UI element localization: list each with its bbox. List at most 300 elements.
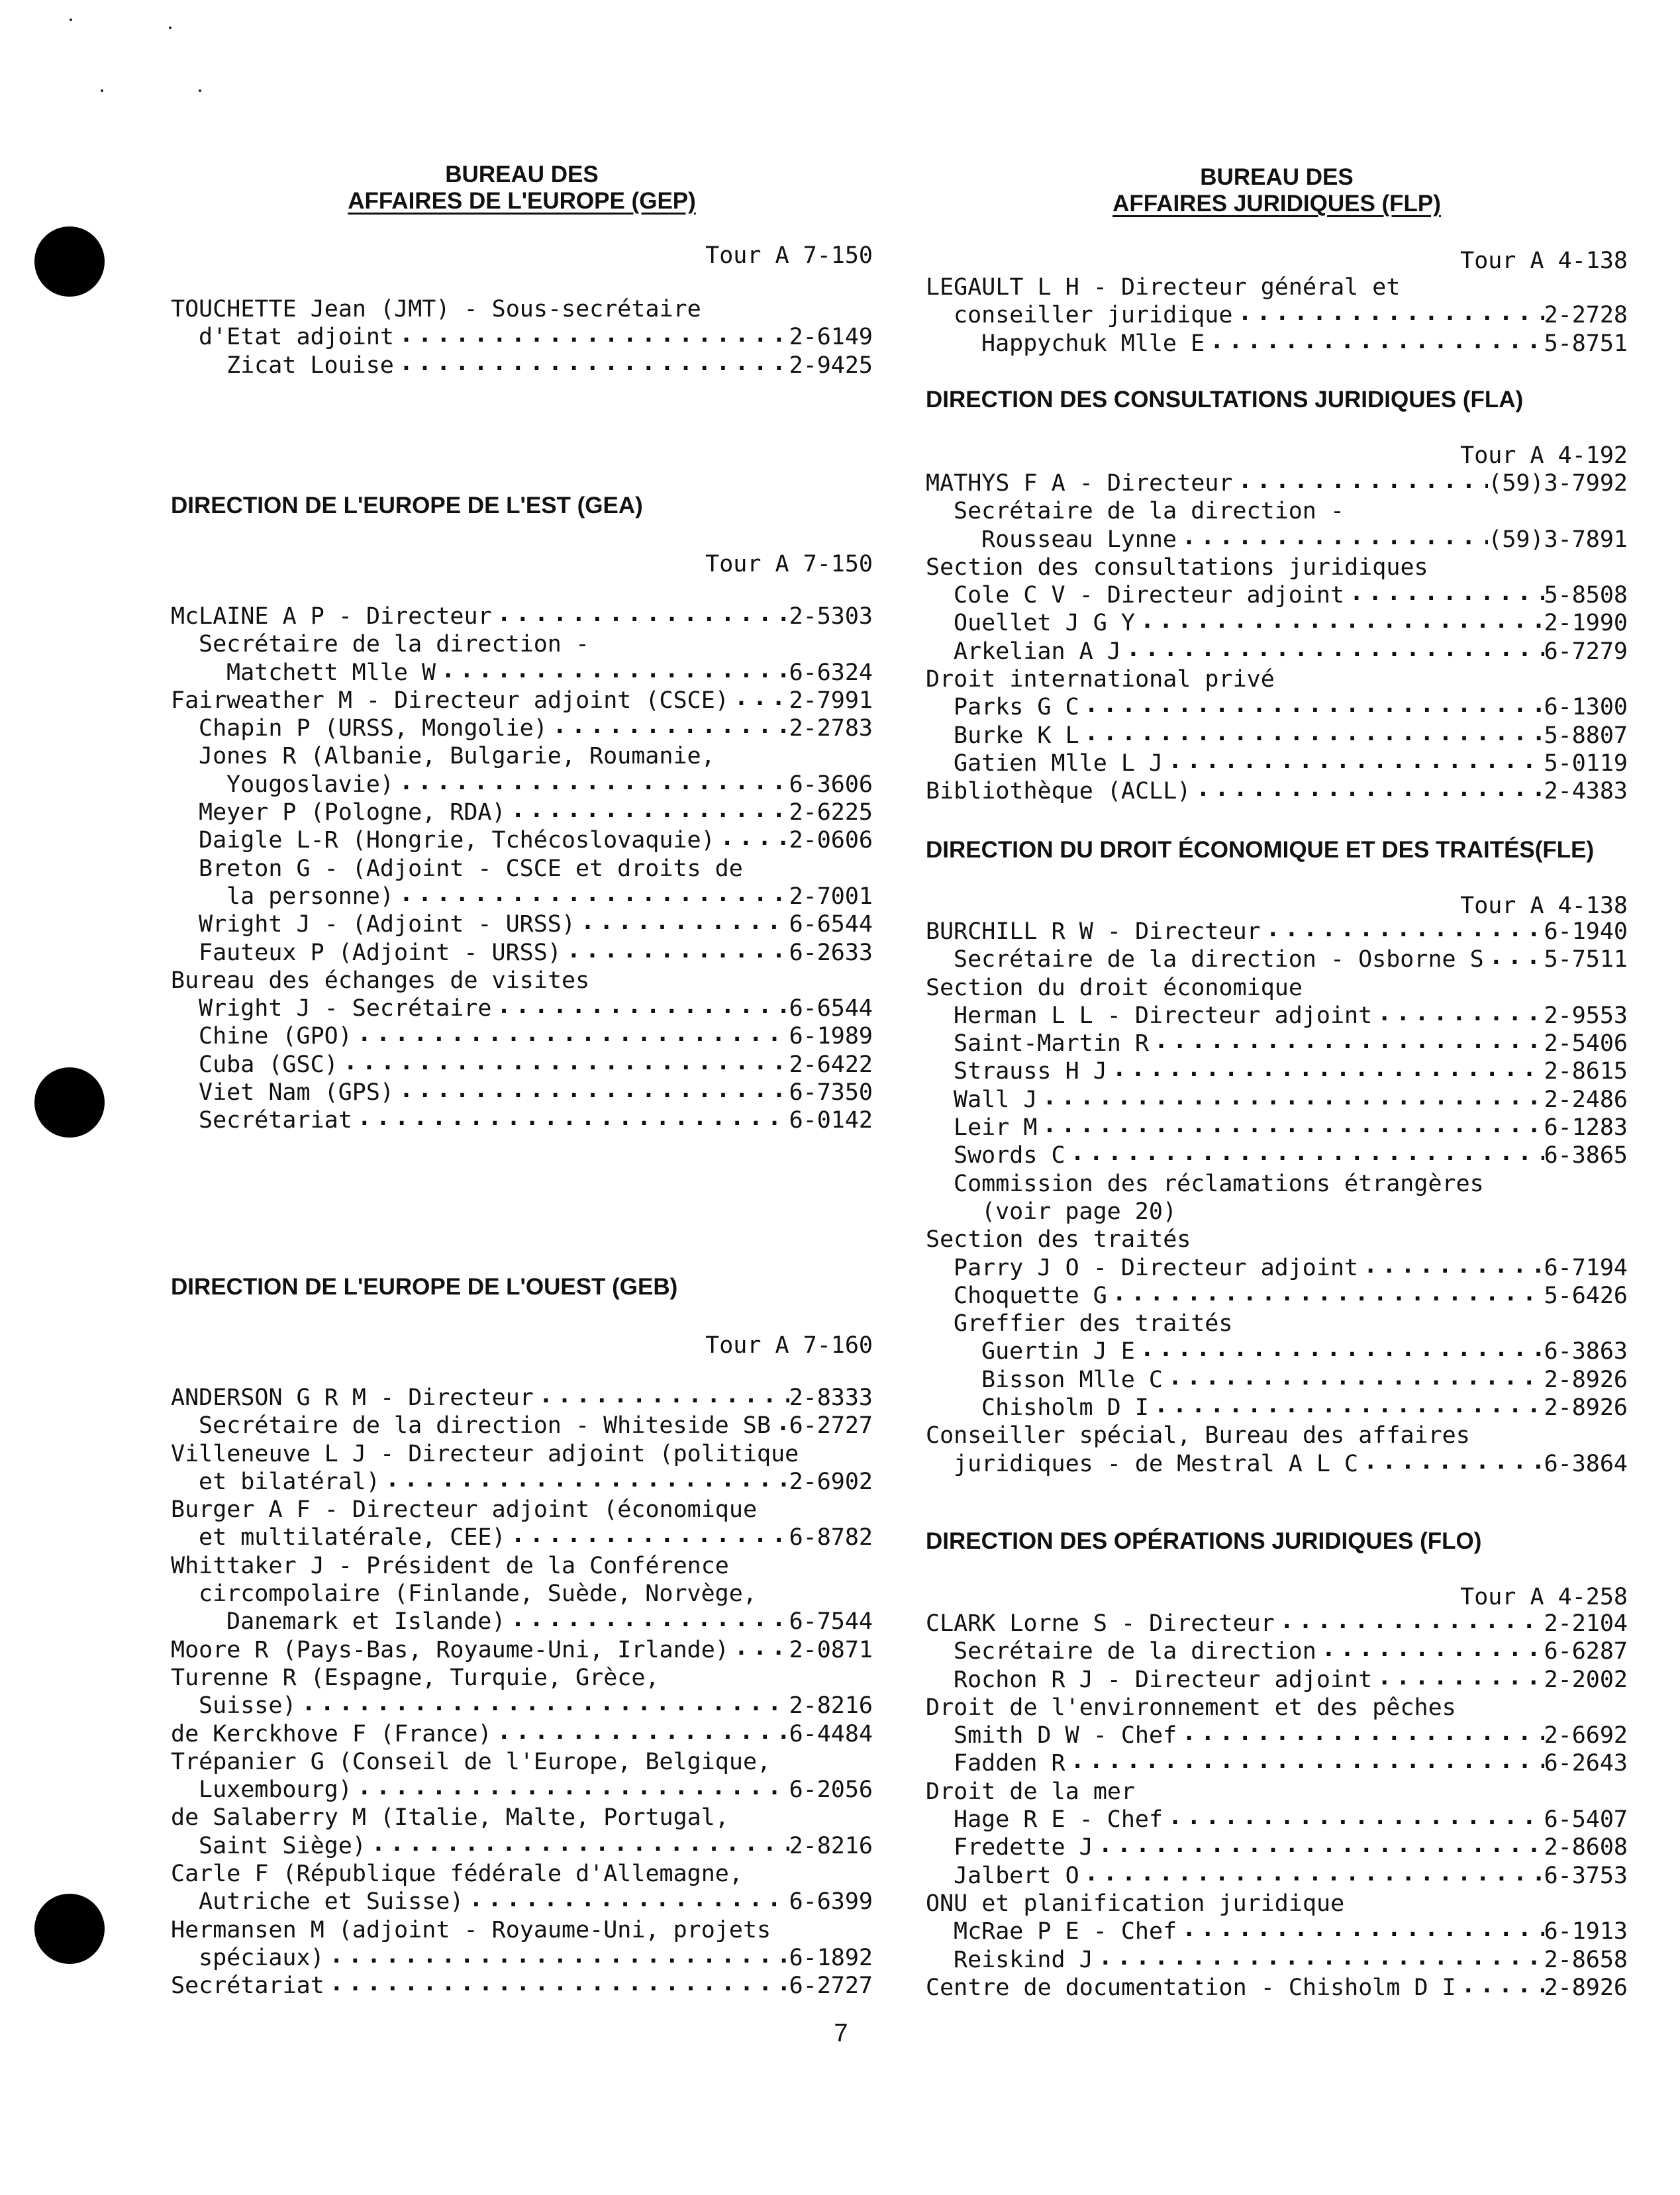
entry-name: Yougoslavie) [226, 771, 394, 798]
dot-leader [1121, 638, 1544, 665]
directory-entry [926, 1142, 1628, 1169]
entry-name: Rousseau Lynne [981, 526, 1177, 553]
binder-hole [34, 226, 105, 297]
phone-extension: 2-7991 [789, 687, 873, 714]
phone-extension: 6-1892 [789, 1944, 873, 1971]
dot-leader [1163, 1806, 1544, 1833]
entry-name: conseiller juridique [954, 302, 1233, 329]
entry-name: Carle F (République fédérale d'Allemagne, [171, 1861, 743, 1888]
dot-leader [1135, 1338, 1544, 1365]
phone-extension: 2-4383 [1544, 778, 1628, 805]
phone-extension: 6-2056 [789, 1777, 873, 1804]
section-title: DIRECTION DE L'EUROPE DE L'OUEST (GEB) [171, 1274, 678, 1300]
directory-entry [171, 659, 873, 687]
dot-leader [352, 1106, 789, 1134]
dot-leader [1135, 609, 1544, 637]
directory-entry [171, 995, 873, 1022]
phone-extension: 2-2486 [1544, 1086, 1628, 1113]
entry-list [926, 1610, 1628, 2002]
directory-entry [171, 1106, 873, 1134]
phone-extension: 6-6324 [789, 659, 873, 686]
entry-name: Parry J O - Directeur adjoint [954, 1254, 1359, 1281]
dot-leader [771, 1412, 789, 1439]
phone-extension: 6-7350 [789, 1079, 873, 1106]
entry-name: Cole C V - Directeur adjoint [954, 582, 1345, 609]
phone-extension: 2-5303 [789, 603, 873, 630]
directory-entry [926, 1338, 1628, 1365]
dot-leader [352, 1776, 789, 1804]
directory-entry [171, 1748, 873, 1776]
directory-entry [926, 1974, 1628, 2002]
phone-extension: 6-2727 [789, 1973, 873, 2000]
dot-leader [1093, 1833, 1544, 1861]
dot-leader [366, 1832, 789, 1860]
directory-entry [171, 1496, 873, 1524]
phone-extension: 2-2728 [1544, 302, 1628, 329]
directory-entry [171, 630, 873, 658]
dot-leader [1163, 1366, 1544, 1394]
directory-entry [171, 826, 873, 854]
location: Tour A 4-192 [1460, 442, 1628, 469]
phone-extension: 6-1283 [1544, 1114, 1628, 1142]
entry-name: Secrétariat [171, 1973, 324, 2000]
dot-leader [324, 1972, 789, 2000]
entry-name: McLAINE A P - Directeur [171, 603, 492, 630]
directory-entry [171, 1412, 873, 1439]
entry-list [171, 295, 873, 379]
entry-name: Choquette G [954, 1282, 1107, 1309]
binder-hole [34, 1894, 105, 1964]
dot-leader [492, 995, 789, 1022]
directory-entry [926, 301, 1628, 329]
dot-leader [492, 1720, 789, 1748]
heading-line-1: BUREAU DES [445, 162, 599, 187]
directory-entry [926, 1170, 1628, 1198]
phone-extension: 6-6287 [1544, 1638, 1628, 1665]
entry-name: Burger A F - Directeur adjoint (économique [171, 1496, 758, 1524]
entry-name: ONU et planification juridique [926, 1890, 1345, 1917]
entry-name: Arkelian A J [954, 638, 1121, 665]
directory-entry [926, 1749, 1628, 1777]
phone-extension: 2-1990 [1544, 610, 1628, 637]
directory-entry [171, 1720, 873, 1748]
directory-entry [926, 777, 1628, 805]
directory-entry [926, 609, 1628, 637]
entry-name: de Kerckhove F (France) [171, 1720, 492, 1747]
phone-extension: 6-7279 [1544, 638, 1628, 665]
phone-extension: 2-9553 [1544, 1002, 1628, 1029]
entry-name: Jones R (Albanie, Bulgarie, Roumanie, [199, 743, 715, 770]
directory-entry [171, 323, 873, 351]
dot-leader [464, 1888, 789, 1916]
entry-name: Secrétaire de la direction - Osborne S [954, 946, 1484, 973]
dot-leader [1191, 777, 1544, 805]
phone-extension: 6-3753 [1544, 1862, 1628, 1889]
directory-entry [926, 1422, 1628, 1449]
location: Tour A 4-138 [1460, 248, 1628, 274]
phone-extension: 2-8615 [1544, 1058, 1628, 1085]
phone-extension: 6-1913 [1544, 1918, 1628, 1945]
entry-name: Bibliothèque (ACLL) [926, 778, 1191, 805]
entry-name: Viet Nam (GPS) [199, 1079, 395, 1106]
section-title: DIRECTION DES CONSULTATIONS JURIDIQUES (FLA) [926, 387, 1524, 413]
directory-entry [171, 687, 873, 714]
directory-entry [926, 1030, 1628, 1057]
directory-entry [926, 693, 1628, 721]
heading-line-2: AFFAIRES JURIDIQUES (FLP) [1112, 191, 1441, 217]
scan-speck [169, 26, 172, 29]
phone-extension: 5-8508 [1544, 582, 1628, 609]
location: Tour A 7-150 [705, 551, 873, 577]
entry-name: Chisholm D I [981, 1394, 1149, 1422]
phone-extension: 2-6149 [789, 324, 873, 351]
directory-entry [926, 974, 1628, 1002]
phone-extension: 2-8216 [789, 1832, 873, 1859]
directory-entry [926, 1890, 1628, 1918]
directory-entry [926, 1918, 1628, 1945]
dot-leader [1372, 1002, 1544, 1030]
directory-entry [171, 1804, 873, 1831]
dot-leader [1344, 581, 1544, 609]
directory-entry [171, 1079, 873, 1106]
dot-leader [1079, 1862, 1544, 1890]
dot-leader [505, 1608, 789, 1635]
entry-name: Section des traités [926, 1226, 1191, 1253]
phone-extension: 2-0606 [789, 827, 873, 854]
phone-extension: 2-6422 [789, 1051, 873, 1078]
directory-entry [926, 1282, 1628, 1310]
directory-entry [926, 581, 1628, 609]
dot-leader [1107, 1282, 1544, 1310]
dot-leader [1177, 1918, 1544, 1945]
entry-name: Ouellet J G Y [954, 610, 1135, 637]
directory-entry [926, 722, 1628, 750]
entry-name: Moore R (Pays-Bas, Royaume-Uni, Irlande) [171, 1636, 729, 1663]
dot-leader [1149, 1030, 1544, 1057]
entry-name: Saint-Martin R [954, 1030, 1150, 1057]
entry-name: Matchett Mlle W [226, 659, 436, 686]
entry-name: Whittaker J - Président de la Conférence [171, 1552, 729, 1579]
directory-entry [926, 330, 1628, 358]
entry-name: Hermansen M (adjoint - Royaume-Uni, projets [171, 1916, 771, 1943]
location: Tour A 4-258 [1460, 1584, 1628, 1610]
phone-extension: 6-7194 [1544, 1254, 1628, 1281]
entry-name: juridiques - de Mestral A L C [954, 1450, 1359, 1477]
entry-name: Turenne R (Espagne, Turquie, Grèce, [171, 1664, 660, 1691]
entry-name: TOUCHETTE Jean (JMT) - Sous-secrétaire [171, 296, 701, 322]
directory-entry [926, 638, 1628, 665]
entry-name: Fauteux P (Adjoint - URSS) [199, 939, 562, 966]
dot-leader [394, 323, 789, 351]
phone-extension: 6-3864 [1544, 1450, 1628, 1477]
phone-extension: 5-8751 [1544, 330, 1628, 357]
dot-leader [1358, 1254, 1544, 1282]
entry-name: Wright J - (Adjoint - URSS) [199, 911, 575, 938]
phone-extension: 6-7544 [789, 1608, 873, 1635]
entry-name: Trépanier G (Conseil de l'Europe, Belgique, [171, 1748, 771, 1775]
dot-leader [394, 1079, 789, 1106]
phone-extension: 6-0142 [789, 1107, 873, 1134]
dot-leader [1358, 1450, 1544, 1478]
entry-name: Conseiller spécial, Bureau des affaires [926, 1422, 1470, 1449]
directory-entry [926, 1694, 1628, 1722]
location: Tour A 7-160 [705, 1332, 873, 1359]
directory-entry [926, 1394, 1628, 1422]
directory-entry [926, 1806, 1628, 1833]
phone-extension: 6-4484 [789, 1720, 873, 1747]
entry-list [171, 603, 873, 1135]
directory-entry [926, 1226, 1628, 1253]
entry-name: Autriche et Suisse) [199, 1888, 464, 1916]
directory-entry [926, 1002, 1628, 1030]
bureau-heading [926, 164, 1628, 217]
phone-extension: 2-8216 [789, 1692, 873, 1720]
entry-name: Jalbert O [954, 1862, 1079, 1889]
directory-entry [171, 1692, 873, 1720]
entry-name: Droit de la mer [926, 1778, 1136, 1805]
dot-leader [506, 1524, 789, 1551]
dot-leader [1079, 722, 1544, 750]
phone-extension: 2-7001 [789, 883, 873, 910]
entry-list [926, 273, 1628, 358]
dot-leader [534, 1384, 789, 1412]
scan-speck [199, 89, 201, 92]
entry-name: Section du droit économique [926, 974, 1303, 1001]
directory-entry [926, 469, 1628, 497]
entry-name: Leir M [954, 1114, 1038, 1142]
phone-extension: 6-6544 [789, 995, 873, 1022]
entry-name: Rochon R J - Directeur adjoint [954, 1666, 1373, 1693]
phone-extension: 6-2643 [1544, 1750, 1628, 1777]
entry-name: et multilatérale, CEE) [199, 1524, 506, 1551]
entry-name: ANDERSON G R M - Directeur [171, 1385, 534, 1411]
entry-name: Villeneuve L J - Directeur adjoint (politique [171, 1440, 799, 1467]
dot-leader [338, 1051, 789, 1079]
entry-list [171, 1384, 873, 2000]
entry-name: d'Etat adjoint [199, 324, 395, 351]
directory-entry [926, 946, 1628, 973]
entry-name: Hage R E - Chef [954, 1806, 1163, 1833]
directory-entry [926, 554, 1628, 581]
entry-name: Secrétaire de la direction - Whiteside SB [199, 1412, 771, 1439]
entry-name: BURCHILL R W - Directeur [926, 918, 1261, 945]
directory-entry [926, 1114, 1628, 1142]
directory-entry [926, 1778, 1628, 1806]
dot-leader [492, 603, 789, 630]
phone-extension: 6-3606 [789, 771, 873, 798]
phone-extension: 2-0871 [789, 1636, 873, 1663]
entry-name: Saint Siège) [199, 1832, 366, 1859]
entry-name: Greffier des traités [954, 1310, 1233, 1338]
entry-name: MATHYS F A - Directeur [926, 470, 1233, 497]
dot-leader [1037, 1114, 1544, 1142]
directory-entry [171, 1636, 873, 1664]
phone-extension: 2-2783 [789, 715, 873, 742]
directory-entry [926, 1666, 1628, 1694]
directory-entry [926, 273, 1628, 301]
entry-name: Danemark et Islande) [226, 1608, 506, 1635]
entry-name: (voir page 20) [981, 1198, 1177, 1225]
dot-leader [352, 1022, 789, 1050]
entry-name: Burke K L [954, 722, 1079, 749]
entry-name: Breton G - (Adjoint - CSCE et droits de [199, 855, 743, 882]
directory-entry [171, 1468, 873, 1496]
phone-extension: (59)3-7992 [1488, 470, 1628, 497]
entry-name: Suisse) [199, 1692, 297, 1720]
bureau-heading [171, 162, 873, 215]
phone-extension: 5-6426 [1544, 1282, 1628, 1309]
directory-entry [171, 1916, 873, 1944]
dot-leader [1456, 1974, 1544, 2002]
dot-leader [1037, 1086, 1544, 1114]
directory-entry [171, 352, 873, 379]
entry-name: Secrétaire de la direction - [954, 498, 1345, 525]
directory-entry [926, 1610, 1628, 1637]
directory-entry [171, 1888, 873, 1916]
directory-entry [171, 799, 873, 826]
phone-extension: 6-3865 [1544, 1142, 1628, 1169]
directory-entry [171, 1860, 873, 1888]
dot-leader [575, 910, 789, 938]
entry-name: Secrétaire de la direction - [199, 631, 590, 658]
phone-extension: 6-1300 [1544, 694, 1628, 721]
entry-name: Swords C [954, 1142, 1065, 1169]
entry-list [926, 469, 1628, 806]
directory-entry [926, 918, 1628, 946]
entry-name: Guertin J E [981, 1338, 1135, 1365]
dot-leader [1484, 946, 1544, 973]
dot-leader [324, 1944, 789, 1972]
entry-name: Wright J - Secrétaire [199, 995, 492, 1022]
dot-leader [1107, 1057, 1544, 1085]
directory-entry [926, 1637, 1628, 1665]
dot-leader [1079, 693, 1544, 721]
dot-leader [1177, 1722, 1544, 1749]
directory-entry [926, 1198, 1628, 1226]
phone-extension: 6-2633 [789, 939, 873, 966]
directory-entry [171, 910, 873, 938]
directory-entry [171, 1776, 873, 1804]
dot-leader [297, 1692, 789, 1720]
phone-extension: (59)3-7891 [1488, 526, 1628, 553]
entry-name: Meyer P (Pologne, RDA) [199, 799, 506, 826]
phone-extension: 2-8608 [1544, 1834, 1628, 1861]
scan-speck [101, 89, 103, 92]
directory-entry [171, 1944, 873, 1972]
entry-name: Daigle L-R (Hongrie, Tchécoslovaquie) [199, 827, 715, 854]
phone-extension: 6-6399 [789, 1888, 873, 1916]
section-title: DIRECTION DU DROIT ÉCONOMIQUE ET DES TRAITÉS(FLE) [926, 837, 1595, 863]
phone-extension: 2-2104 [1544, 1610, 1628, 1637]
heading-line-1: BUREAU DES [1200, 164, 1354, 190]
directory-entry [926, 526, 1628, 554]
directory-entry [171, 603, 873, 630]
entry-name: circompolaire (Finlande, Suède, Norvège, [199, 1581, 757, 1608]
directory-entry [171, 1580, 873, 1608]
phone-extension: 2-8333 [789, 1385, 873, 1411]
section-title: DIRECTION DE L'EUROPE DE L'EST (GEA) [171, 493, 643, 518]
directory-entry [171, 939, 873, 967]
phone-extension: 2-6225 [789, 799, 873, 826]
directory-entry [171, 295, 873, 323]
phone-extension: 2-6902 [789, 1468, 873, 1495]
location: Tour A 4-138 [1460, 893, 1628, 919]
directory-entry [171, 1022, 873, 1050]
entry-name: Wall J [954, 1086, 1038, 1113]
directory-entry [171, 855, 873, 883]
entry-name: Droit international privé [926, 666, 1275, 693]
phone-extension: 2-2002 [1544, 1666, 1628, 1693]
phone-extension: 6-1940 [1544, 918, 1628, 945]
entry-name: Zicat Louise [226, 352, 394, 379]
entry-name: Bureau des échanges de visites [171, 967, 590, 994]
dot-leader [1149, 1394, 1544, 1422]
entry-name: de Salaberry M (Italie, Malte, Portugal, [171, 1804, 729, 1831]
phone-extension: 5-7511 [1544, 946, 1628, 973]
entry-name: McRae P E - Chef [954, 1918, 1177, 1945]
directory-entry [171, 1051, 873, 1079]
phone-extension: 2-8658 [1544, 1946, 1628, 1973]
directory-entry [171, 967, 873, 995]
dot-leader [394, 352, 789, 379]
dot-leader [729, 687, 789, 714]
directory-entry [926, 1086, 1628, 1114]
dot-leader [394, 883, 789, 910]
entry-name: Secrétaire de la direction [954, 1638, 1316, 1665]
directory-entry [171, 714, 873, 742]
phone-extension: 2-5406 [1544, 1030, 1628, 1057]
entry-name: Happychuk Mlle E [981, 330, 1205, 357]
heading-line-2: AFFAIRES DE L'EUROPE (GEP) [348, 188, 696, 214]
dot-leader [1163, 750, 1544, 777]
entry-name: Smith D W - Chef [954, 1722, 1177, 1749]
directory-entry [926, 665, 1628, 693]
directory-entry [926, 1946, 1628, 1974]
dot-leader [436, 659, 789, 687]
dot-leader [1316, 1637, 1544, 1665]
phone-extension: 2-9425 [789, 352, 873, 379]
directory-entry [171, 1552, 873, 1580]
dot-leader [1065, 1749, 1544, 1777]
directory-entry [926, 497, 1628, 525]
entry-name: Luxembourg) [199, 1777, 352, 1804]
entry-name: Section des consultations juridiques [926, 554, 1428, 581]
dot-leader [1093, 1946, 1544, 1974]
directory-entry [926, 1057, 1628, 1085]
entry-list [926, 918, 1628, 1478]
phone-extension: 6-2727 [789, 1412, 873, 1439]
entry-name: Fairweather M - Directeur adjoint (CSCE) [171, 687, 729, 714]
dot-leader [1205, 330, 1544, 358]
entry-name: la personne) [226, 883, 394, 910]
phone-extension: 6-3863 [1544, 1338, 1628, 1365]
dot-leader [1232, 301, 1544, 329]
directory-entry [926, 1254, 1628, 1282]
directory-entry [926, 750, 1628, 777]
entry-name: Chine (GPO) [199, 1023, 352, 1050]
entry-name: Reiskind J [954, 1946, 1093, 1973]
directory-entry [171, 1608, 873, 1635]
entry-name: et bilatéral) [199, 1468, 380, 1495]
entry-name: Fredette J [954, 1834, 1093, 1861]
entry-name: CLARK Lorne S - Directeur [926, 1610, 1275, 1637]
phone-extension: 2-8926 [1544, 1974, 1628, 2001]
directory-entry [171, 742, 873, 770]
directory-entry [171, 771, 873, 799]
phone-extension: 2-8926 [1544, 1366, 1628, 1393]
directory-entry [171, 883, 873, 910]
dot-leader [1261, 918, 1544, 946]
